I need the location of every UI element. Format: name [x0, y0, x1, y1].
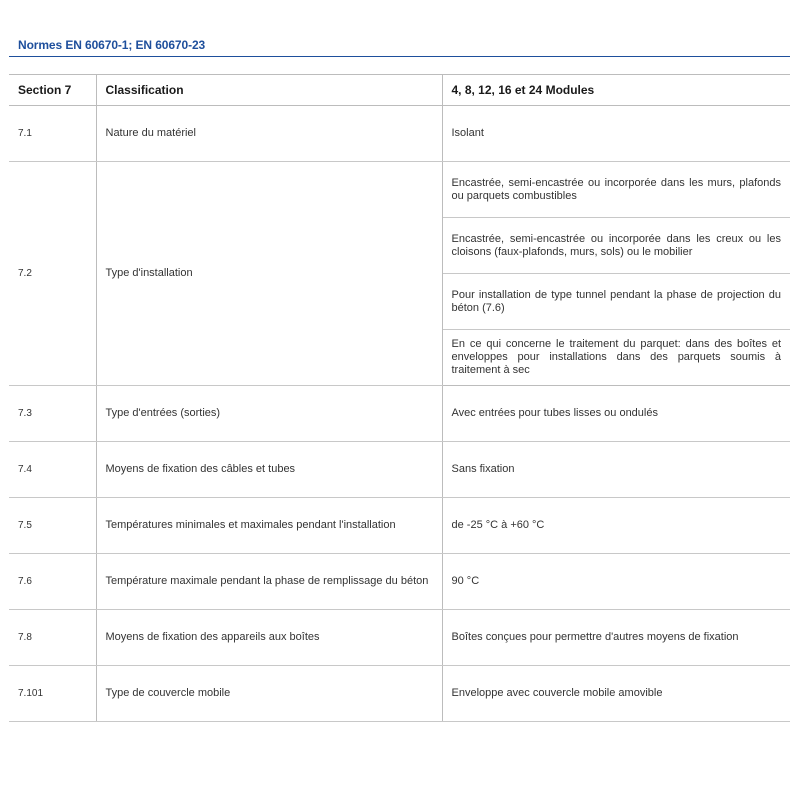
- column-header-classification: Classification: [96, 75, 442, 106]
- value-cell: 90 °C: [442, 554, 790, 610]
- table-row: [9, 498, 790, 554]
- value-cell: En ce qui concerne le traitement du parquet: dans des boîtes et enveloppes pour installations dans des parquets soumis à traitement à sec: [442, 330, 790, 386]
- table-row: [9, 610, 790, 666]
- value-cell: de -25 °C à +60 °C: [442, 498, 790, 554]
- value-cell: Pour installation de type tunnel pendant la phase de projection du béton (7.6): [442, 274, 790, 330]
- section-code: 7.6: [9, 554, 96, 610]
- section-code: 7.2: [9, 162, 96, 386]
- column-header-modules: 4, 8, 12, 16 et 24 Modules: [442, 75, 790, 106]
- value-cell: Boîtes conçues pour permettre d'autres moyens de fixation: [442, 610, 790, 666]
- table-row: [9, 106, 790, 162]
- value-cell: Sans fixation: [442, 442, 790, 498]
- value-cell: Encastrée, semi-encastrée ou incorporée dans les creux ou les cloisons (faux-plafonds, murs, sols) ou le mobilier: [442, 218, 790, 274]
- value-cell: Enveloppe avec couvercle mobile amovible: [442, 666, 790, 722]
- table-header-row: [9, 75, 790, 106]
- table-row: [9, 666, 790, 722]
- table-row: [9, 386, 790, 442]
- value-cell: Encastrée, semi-encastrée ou incorporée dans les murs, plafonds ou parquets combustibles: [442, 162, 790, 218]
- section-code: 7.5: [9, 498, 96, 554]
- classification-table: [9, 74, 790, 722]
- section-code: 7.8: [9, 610, 96, 666]
- column-header-section: Section 7: [9, 75, 96, 106]
- section-code: 7.3: [9, 386, 96, 442]
- classification-cell: Type de couvercle mobile: [96, 666, 442, 722]
- classification-cell: Type d'entrées (sorties): [96, 386, 442, 442]
- section-code: 7.4: [9, 442, 96, 498]
- value-cell: Isolant: [442, 106, 790, 162]
- section-code: 7.1: [9, 106, 96, 162]
- table-row: [9, 162, 790, 218]
- classification-cell: Températures minimales et maximales pendant l'installation: [96, 498, 442, 554]
- norms-title: Normes EN 60670-1; EN 60670-23: [18, 38, 206, 52]
- classification-cell: Température maximale pendant la phase de remplissage du béton: [96, 554, 442, 610]
- title-divider: [9, 56, 790, 57]
- classification-cell: Nature du matériel: [96, 106, 442, 162]
- table-row: [9, 442, 790, 498]
- section-code: 7.101: [9, 666, 96, 722]
- table-row: [9, 554, 790, 610]
- value-cell: Avec entrées pour tubes lisses ou ondulés: [442, 386, 790, 442]
- classification-cell: Moyens de fixation des appareils aux boîtes: [96, 610, 442, 666]
- classification-cell: Moyens de fixation des câbles et tubes: [96, 442, 442, 498]
- classification-cell: Type d'installation: [96, 162, 442, 386]
